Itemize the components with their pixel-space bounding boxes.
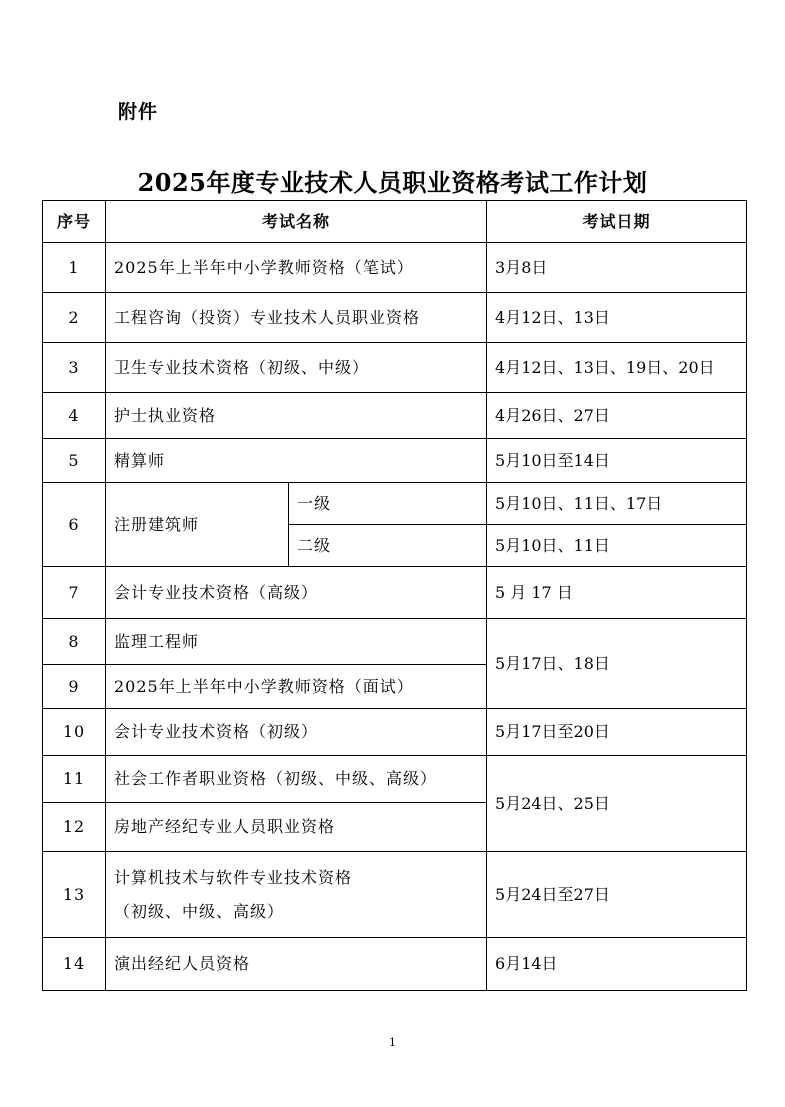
exam-name: 房地产经纪专业人员职业资格	[106, 803, 487, 852]
row-number: 12	[43, 803, 106, 852]
row-number: 1	[43, 243, 106, 293]
exam-date: 5 月 17 日	[487, 567, 747, 619]
exam-date: 4月12日、13日、19日、20日	[487, 343, 747, 393]
row-number: 14	[43, 938, 106, 991]
exam-name: 会计专业技术资格（高级）	[106, 567, 487, 619]
exam-date: 4月26日、27日	[487, 393, 747, 439]
exam-name-line-2: （初级、中级、高级）	[114, 901, 285, 921]
header-number: 序号	[43, 201, 106, 243]
page-number: 1	[389, 1036, 396, 1049]
row-number: 7	[43, 567, 106, 619]
row-number: 10	[43, 709, 106, 756]
exam-date: 5月24日至27日	[487, 852, 747, 938]
row-number: 11	[43, 756, 106, 803]
row-number: 4	[43, 393, 106, 439]
exam-date: 5月10日、11日、17日	[487, 483, 747, 525]
exam-level: 二级	[289, 525, 487, 567]
document-title: 2025年度专业技术人员职业资格考试工作计划	[137, 168, 648, 197]
table-row	[43, 756, 747, 803]
exam-schedule-table	[42, 200, 747, 991]
table-row	[43, 483, 747, 525]
exam-date: 6月14日	[487, 938, 747, 991]
attachment-label: 附件	[118, 101, 159, 123]
exam-name: 注册建筑师	[106, 483, 289, 567]
table-row	[43, 343, 747, 393]
header-exam-date: 考试日期	[487, 201, 747, 243]
table-header-row	[43, 201, 747, 243]
exam-name: 卫生专业技术资格（初级、中级）	[106, 343, 487, 393]
row-number: 2	[43, 293, 106, 343]
row-number: 8	[43, 619, 106, 665]
table-row	[43, 439, 747, 483]
table-row	[43, 852, 747, 938]
exam-name: 护士执业资格	[106, 393, 487, 439]
exam-name	[106, 852, 487, 938]
table-row	[43, 393, 747, 439]
table-row	[43, 709, 747, 756]
table-row	[43, 293, 747, 343]
exam-name: 演出经纪人员资格	[106, 938, 487, 991]
header-exam-name: 考试名称	[106, 201, 487, 243]
table-row	[43, 567, 747, 619]
row-number: 6	[43, 483, 106, 567]
exam-date: 5月17日至20日	[487, 709, 747, 756]
row-number: 3	[43, 343, 106, 393]
exam-name: 2025年上半年中小学教师资格（笔试）	[106, 243, 487, 293]
table-row	[43, 243, 747, 293]
exam-date: 5月24日、25日	[487, 756, 747, 852]
exam-name: 监理工程师	[106, 619, 487, 665]
exam-date: 5月10日至14日	[487, 439, 747, 483]
row-number: 5	[43, 439, 106, 483]
exam-date: 5月10日、11日	[487, 525, 747, 567]
exam-name: 工程咨询（投资）专业技术人员职业资格	[106, 293, 487, 343]
exam-date: 5月17日、18日	[487, 619, 747, 709]
exam-name: 2025年上半年中小学教师资格（面试）	[106, 665, 487, 709]
exam-name-line-1: 计算机技术与软件专业技术资格	[114, 867, 353, 887]
exam-name: 精算师	[106, 439, 487, 483]
row-number: 13	[43, 852, 106, 938]
row-number: 9	[43, 665, 106, 709]
exam-date: 4月12日、13日	[487, 293, 747, 343]
table-row	[43, 938, 747, 991]
exam-level: 一级	[289, 483, 487, 525]
table-row	[43, 619, 747, 665]
exam-name: 会计专业技术资格（初级）	[106, 709, 487, 756]
exam-name: 社会工作者职业资格（初级、中级、高级）	[106, 756, 487, 803]
exam-date: 3月8日	[487, 243, 747, 293]
